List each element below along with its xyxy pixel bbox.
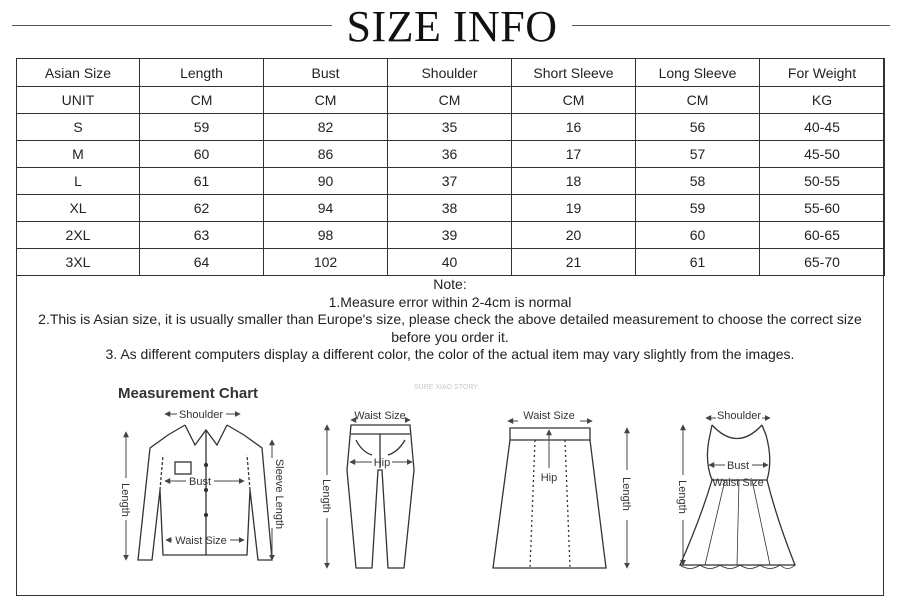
- table-cell: 50-55: [760, 168, 885, 195]
- table-cell: 35: [388, 114, 512, 141]
- shirt-length-measure: [119, 432, 131, 560]
- size-cell: L: [17, 168, 140, 195]
- page-title: SIZE INFO: [346, 2, 558, 51]
- size-cell: 3XL: [17, 249, 140, 276]
- table-cell: 64: [140, 249, 264, 276]
- shirt-bust-measure: [165, 476, 244, 488]
- table-cell: 90: [264, 168, 388, 195]
- header-cell: Shoulder: [388, 59, 512, 87]
- pants-hip-label: Hip: [373, 457, 391, 469]
- note-line-1: 1.Measure error within 2-4cm is normal: [328, 293, 572, 310]
- table-cell: 37: [388, 168, 512, 195]
- table-cell: 59: [140, 114, 264, 141]
- table-cell: 17: [512, 141, 636, 168]
- shirt-shoulder-label: Shoulder: [178, 409, 224, 421]
- table-cell: 21: [512, 249, 636, 276]
- size-cell: 2XL: [17, 222, 140, 249]
- dress-length-label: Length: [676, 480, 688, 514]
- table-cell: 56: [636, 114, 760, 141]
- size-cell: M: [17, 141, 140, 168]
- size-cell: S: [17, 114, 140, 141]
- note-line-3: 3. As different computers display a different color, the color of the actual item may vary slightly from the images.: [105, 346, 795, 362]
- table-cell: 60-65: [760, 222, 885, 249]
- skirt-waist-measure: [508, 410, 592, 422]
- skirt-length-measure: [620, 428, 632, 568]
- unit-cell: UNIT: [17, 87, 140, 114]
- shirt-sleeve-measure: [272, 440, 285, 560]
- table-cell: 86: [264, 141, 388, 168]
- shirt-waist-measure: [166, 535, 244, 547]
- dress-figure: [680, 425, 795, 569]
- unit-cell: CM: [140, 87, 264, 114]
- table-cell: 40-45: [760, 114, 885, 141]
- shirt-bust-label: Bust: [188, 476, 212, 488]
- table-cell: 59: [636, 195, 760, 222]
- table-cell: 102: [264, 249, 388, 276]
- unit-cell: KG: [760, 87, 885, 114]
- table-cell: 61: [636, 249, 760, 276]
- shirt-sleeve-label: Sleeve Length: [273, 458, 285, 530]
- table-cell: 57: [636, 141, 760, 168]
- header-cell: Long Sleeve: [636, 59, 760, 87]
- header-cell: Length: [140, 59, 264, 87]
- dress-bust-label: Bust: [726, 460, 750, 472]
- table-cell: 36: [388, 141, 512, 168]
- table-cell: 39: [388, 222, 512, 249]
- watermark: SURE XIAO STORY: [414, 384, 478, 391]
- skirt-hip-label: Hip: [540, 472, 558, 484]
- dress-waist-label: Waist Size: [712, 477, 764, 489]
- table-cell: 63: [140, 222, 264, 249]
- unit-cell: CM: [388, 87, 512, 114]
- size-cell: XL: [17, 195, 140, 222]
- table-cell: 40: [388, 249, 512, 276]
- skirt-length-label: Length: [620, 477, 632, 511]
- header-cell: For Weight: [760, 59, 885, 87]
- table-cell: 94: [264, 195, 388, 222]
- dress-shoulder-label: Shoulder: [716, 410, 762, 422]
- table-cell: 45-50: [760, 141, 885, 168]
- header-cell: Short Sleeve: [512, 59, 636, 87]
- table-cell: 18: [512, 168, 636, 195]
- table-cell: 98: [264, 222, 388, 249]
- table-cell: 55-60: [760, 195, 885, 222]
- pants-figure: [347, 425, 414, 568]
- dress-length-measure: [676, 425, 688, 565]
- table-cell: 58: [636, 168, 760, 195]
- table-cell: 38: [388, 195, 512, 222]
- header-cell: Asian Size: [17, 59, 140, 87]
- table-cell: 60: [636, 222, 760, 249]
- table-cell: 82: [264, 114, 388, 141]
- table-cell: 60: [140, 141, 264, 168]
- unit-cell: CM: [636, 87, 760, 114]
- table-cell: 20: [512, 222, 636, 249]
- pants-waist-label: Waist Size: [354, 410, 406, 422]
- skirt-waist-label: Waist Size: [523, 410, 575, 422]
- unit-cell: CM: [512, 87, 636, 114]
- notes-heading: Note:: [433, 276, 467, 292]
- table-cell: 65-70: [760, 249, 885, 276]
- table-cell: 19: [512, 195, 636, 222]
- skirt-hip-measure: [541, 430, 558, 484]
- measurement-chart-title: Measurement Chart: [118, 385, 259, 402]
- shirt-waist-label: Waist Size: [175, 535, 227, 547]
- header-cell: Bust: [264, 59, 388, 87]
- pants-length-label: Length: [320, 479, 332, 513]
- dress-bust-measure: [709, 460, 768, 472]
- dress-shoulder-measure: [706, 410, 770, 422]
- shirt-shoulder-measure: [165, 409, 240, 421]
- shirt-length-label: Length: [119, 483, 131, 517]
- table-cell: 62: [140, 195, 264, 222]
- pants-length-measure: [320, 425, 332, 568]
- unit-cell: CM: [264, 87, 388, 114]
- pants-hip-measure: [350, 457, 412, 469]
- pants-waist-measure: [351, 410, 410, 422]
- note-line-2: 2.This is Asian size, it is usually smaller than Europe's size, please check the above detailed measurement to choose the correct size before you order it.: [38, 311, 862, 345]
- table-cell: 61: [140, 168, 264, 195]
- table-cell: 16: [512, 114, 636, 141]
- dress-waist-measure: [712, 477, 764, 489]
